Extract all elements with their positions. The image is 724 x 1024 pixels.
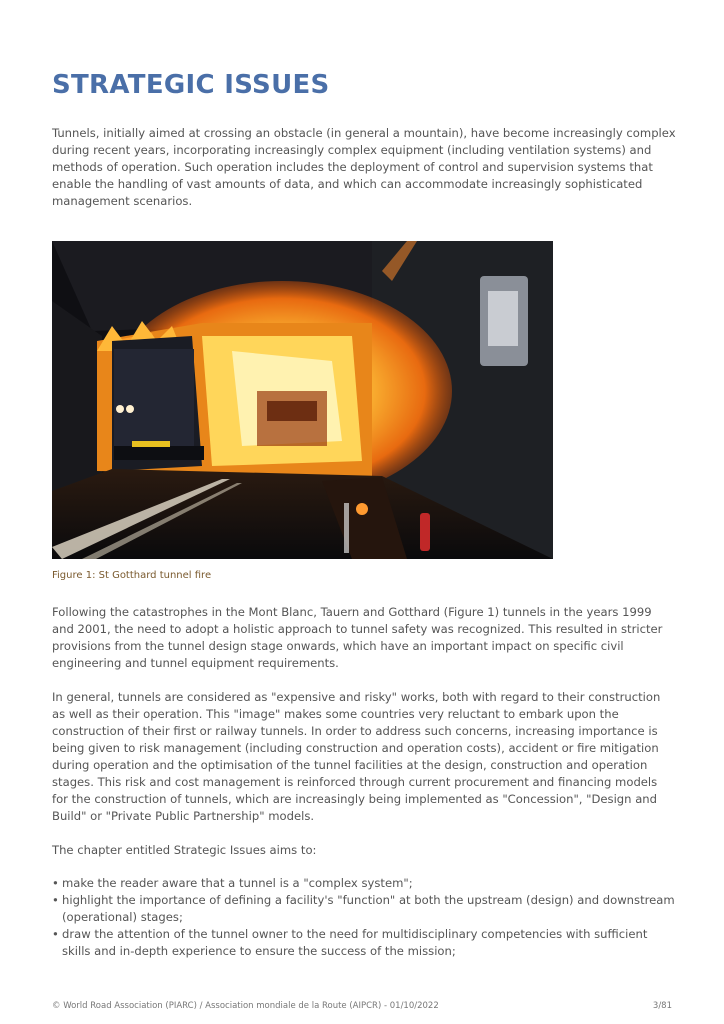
list-item-text: highlight the importance of defining a facility's "function" at both the upstream (design) and downstream (operational) stages; [62, 893, 675, 924]
aims-list [52, 875, 676, 960]
bullet-icon: • [52, 893, 59, 907]
intro-paragraph: Tunnels, initially aimed at crossing an obstacle (in general a mountain), have become increasingly complex during recent years, incorporating increasingly complex equipment (including ventilation systems) and methods of operation. Such operation includes the deployment of control and supervision systems that enable the handling of vast amounts of data, and which can accommodate increasingly sophisticated management scenarios. [52, 126, 676, 208]
figure-caption: Figure 1: St Gotthard tunnel fire [52, 570, 212, 581]
aims-paragraph: The chapter entitled Strategic Issues aims to: [52, 843, 317, 857]
list-item-text: make the reader aware that a tunnel is a "complex system"; [62, 876, 413, 890]
footer-copyright: © World Road Association (PIARC) / Association mondiale de la Route (AIPCR) - 01/10/2022 [52, 1001, 439, 1011]
list-item [52, 926, 676, 960]
page-footer [52, 1001, 672, 1015]
general-paragraph: In general, tunnels are considered as "expensive and risky" works, both with regard to their construction as well as their operation. This "image" makes some countries very reluctant to embark upon the construction of their first or railway tunnels. In order to address such concerns, increasing importance is being given to risk management (including construction and operation costs), accident or fire mitigation during operation and the optimisation of the tunnel facilities at the design, construction and operation stages. This risk and cost management is reinforced through current procurement and financing models for the construction of tunnels, which are increasingly being implemented as "Concession", "Design and Build" or "Private Public Partnership" models. [52, 690, 661, 823]
page-title: STRATEGIC ISSUES [52, 70, 330, 100]
page-number: 3/81 [652, 1001, 672, 1011]
list-item [52, 892, 676, 926]
bullet-icon: • [52, 927, 59, 941]
catastrophes-paragraph: Following the catastrophes in the Mont Blanc, Tauern and Gotthard (Figure 1) tunnels in the years 1999 and 2001, the need to adopt a holistic approach to tunnel safety was recognized. This resulted in stricter provisions from the tunnel design stage onwards, which have an important impact on specific civil engineering and tunnel equipment requirements. [52, 605, 663, 670]
tunnel-fire-photo [52, 241, 553, 559]
list-item [52, 875, 676, 892]
list-item-text: draw the attention of the tunnel owner to the need for multidisciplinary competencies with sufficient skills and in-depth experience to ensure the success of the mission; [62, 927, 648, 958]
bullet-icon: • [52, 876, 59, 890]
